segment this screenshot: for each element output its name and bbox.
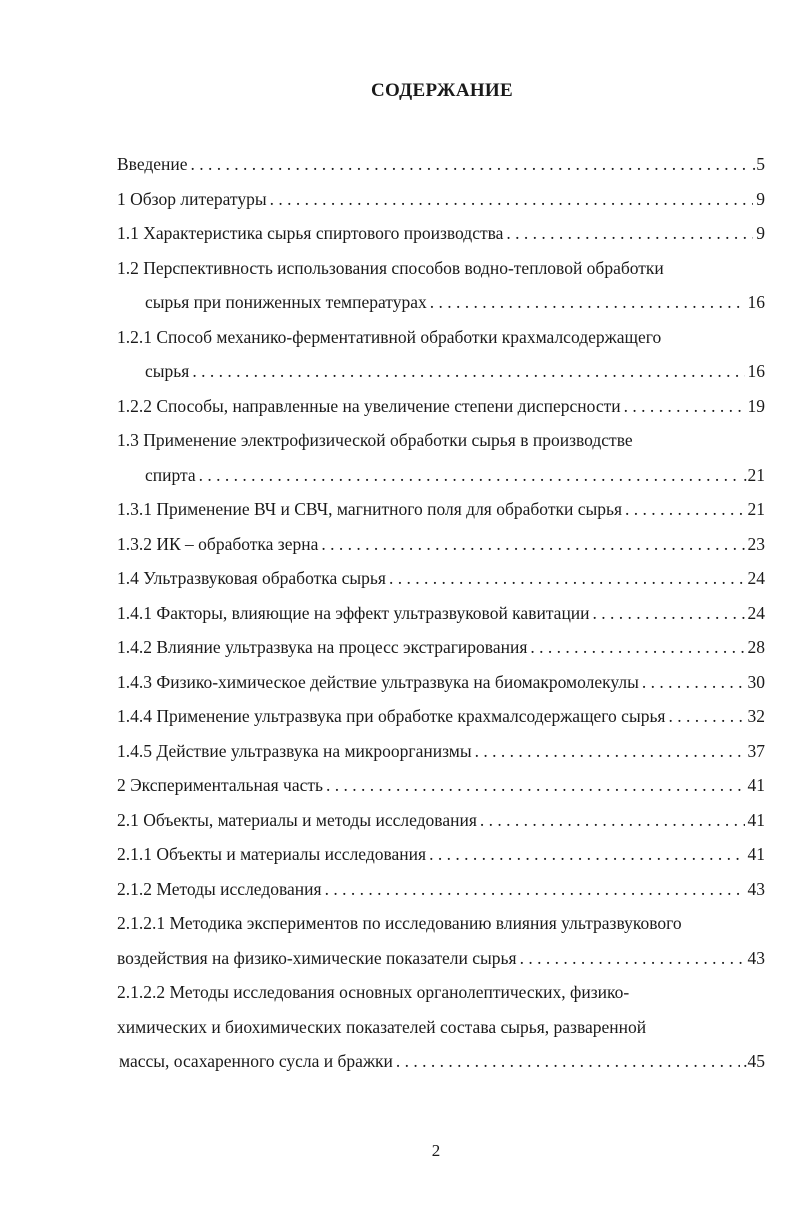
toc-page-number: 30 — [747, 671, 765, 692]
toc-entry — [117, 665, 765, 700]
toc-entry-title: Введение — [117, 154, 188, 174]
toc-entry-line — [117, 975, 765, 1010]
toc-entry — [117, 630, 765, 665]
toc-entry — [117, 147, 765, 182]
dot-leader — [624, 389, 745, 424]
toc-entry-title: спирта — [145, 464, 196, 485]
dot-leader — [325, 872, 745, 907]
toc-page-number: 23 — [747, 533, 765, 554]
toc-entry-line — [117, 803, 765, 838]
toc-entry-title: 1.4.4 Применение ультразвука при обработке крахмалсодержащего сырья — [117, 706, 666, 726]
toc-page-number: .5 — [751, 154, 765, 174]
toc-entry — [117, 699, 765, 734]
toc-entry-title: 2.1.1 Объекты и материалы исследования — [117, 844, 427, 864]
toc-entry-line — [117, 492, 765, 527]
toc-entry-title: 1.3.1 Применение ВЧ и СВЧ, магнитного поля для обработки сырья — [117, 499, 623, 519]
toc-entry-line — [117, 251, 765, 286]
page-title: СОДЕРЖАНИЕ — [371, 80, 513, 101]
toc-entry-line — [117, 872, 765, 907]
toc-entry — [117, 596, 765, 631]
toc-entry-title: 1.2.2 Способы, направленные на увеличение степени дисперсности — [117, 395, 621, 416]
toc-page-number: 37 — [747, 740, 765, 761]
toc-entry — [117, 768, 765, 803]
toc-entry-line — [117, 216, 765, 251]
toc-entry-title: 2 Экспериментальная часть — [117, 775, 323, 795]
toc-page-number: 28 — [747, 637, 765, 657]
toc-entry — [117, 389, 765, 424]
dot-leader — [192, 354, 744, 389]
toc-entry-title: массы, осахаренного сусла и бражки — [119, 1051, 393, 1071]
toc-entry — [117, 803, 765, 838]
toc-entry — [117, 561, 765, 596]
toc-page-number: 21 — [747, 499, 765, 519]
toc-entry-title: 1.4.3 Физико-химическое действие ультразвука на биомакромолекулы — [117, 671, 639, 692]
toc-entry — [117, 734, 765, 769]
toc-entry-line — [117, 734, 765, 769]
toc-entry — [117, 906, 765, 975]
toc-page-number: 32 — [747, 706, 765, 726]
dot-leader — [199, 458, 740, 493]
toc-entry — [117, 872, 765, 907]
toc-entry-title: 1.2.1 Способ механико-ферментативной обработки крахмалсодержащего — [117, 326, 662, 347]
toc-entry — [117, 837, 765, 872]
dot-leader — [191, 147, 749, 182]
toc-entry-line — [117, 527, 765, 562]
toc-entry-title: сырья при пониженных температурах — [145, 292, 427, 312]
dot-leader — [270, 182, 754, 217]
toc-page-number: 16 — [747, 361, 765, 381]
toc-entry-title: 1.4.5 Действие ультразвука на микроорганизмы — [117, 740, 472, 761]
toc-entry — [117, 492, 765, 527]
toc-entry-line — [117, 561, 765, 596]
toc-entry-title: 2.1 Объекты, материалы и методы исследования — [117, 809, 477, 830]
toc-entry-line — [117, 182, 765, 217]
page-number: 2 — [431, 1141, 441, 1160]
toc-entry-line — [117, 389, 765, 424]
toc-entry-line — [117, 665, 765, 700]
dot-leader — [429, 837, 744, 872]
dot-leader — [530, 630, 744, 665]
toc-entry-title: 1.2 Перспективность использования способов водно-тепловой обработки — [117, 257, 664, 278]
toc-entry — [117, 320, 765, 389]
toc-entry — [117, 182, 765, 217]
toc-page-number: .21 — [743, 464, 765, 485]
toc-entry-title: 1.4.1 Факторы, влияющие на эффект ультразвуковой кавитации — [117, 602, 590, 623]
toc-entry — [117, 216, 765, 251]
toc-entry-line — [117, 320, 765, 355]
toc-entry-title: сырья — [145, 361, 190, 381]
toc-entry-title: воздействия на физико-химические показатели сырья — [117, 947, 517, 968]
toc-entry-title: 1 Обзор литературы — [117, 188, 267, 209]
toc-entry — [117, 527, 765, 562]
toc-page-number: 43 — [747, 947, 765, 968]
toc-entry-line — [117, 596, 765, 631]
dot-leader — [480, 803, 745, 838]
dot-leader — [625, 492, 744, 527]
toc-page-number: 43 — [747, 878, 765, 899]
toc-page-number: 9 — [756, 188, 765, 209]
toc-entry-line — [117, 1044, 765, 1079]
dot-leader — [506, 216, 753, 251]
dot-leader — [475, 734, 745, 769]
toc-entry-title: химических и биохимических показателей состава сырья, разваренной — [117, 1016, 647, 1037]
toc-entry-title: 1.4.2 Влияние ультразвука на процесс экстрагирования — [117, 637, 528, 657]
dot-leader — [326, 768, 745, 803]
dot-leader — [321, 527, 744, 562]
toc-entry-title: 1.3 Применение электрофизической обработки сырья в производстве — [117, 430, 633, 450]
table-of-contents — [117, 147, 765, 1079]
toc-entry — [117, 975, 765, 1079]
toc-entry — [117, 423, 765, 492]
toc-entry-line — [117, 699, 765, 734]
toc-entry-line — [117, 630, 765, 665]
toc-page-number: 41 — [747, 809, 765, 830]
toc-entry-line — [117, 423, 765, 458]
dot-leader — [668, 699, 744, 734]
dot-leader — [430, 285, 745, 320]
toc-entry-title: 1.3.2 ИК – обработка зерна — [117, 533, 319, 554]
toc-page-number: 16 — [747, 292, 765, 312]
toc-entry-line — [117, 458, 765, 493]
toc-page-number: 41 — [747, 775, 765, 795]
toc-page-number: .45 — [743, 1051, 765, 1071]
dot-leader — [642, 665, 745, 700]
dot-leader — [389, 561, 745, 596]
toc-entry-line — [117, 941, 765, 976]
toc-entry-line — [117, 1010, 765, 1045]
toc-page-number: 41 — [747, 844, 765, 864]
toc-entry-line — [117, 147, 765, 182]
toc-page-number: 9 — [756, 223, 765, 243]
toc-entry-line — [117, 354, 765, 389]
toc-entry-title: 2.1.2.2 Методы исследования основных органолептических, физико- — [117, 982, 630, 1002]
toc-entry-line — [117, 768, 765, 803]
toc-page-number: 19 — [747, 395, 765, 416]
toc-entry-line — [117, 906, 765, 941]
dot-leader — [593, 596, 745, 631]
toc-entry-title: 2.1.2.1 Методика экспериментов по исследованию влияния ультразвукового — [117, 913, 682, 933]
dot-leader — [396, 1044, 740, 1079]
toc-entry-title: 2.1.2 Методы исследования — [117, 878, 322, 899]
toc-entry-line — [117, 285, 765, 320]
toc-entry — [117, 251, 765, 320]
toc-entry-line — [117, 837, 765, 872]
toc-entry-title: 1.1 Характеристика сырья спиртового производства — [117, 223, 504, 243]
dot-leader — [520, 941, 745, 976]
toc-entry-title: 1.4 Ультразвуковая обработка сырья — [117, 568, 386, 588]
toc-page-number: 24 — [747, 568, 765, 588]
toc-page-number: 24 — [747, 602, 765, 623]
